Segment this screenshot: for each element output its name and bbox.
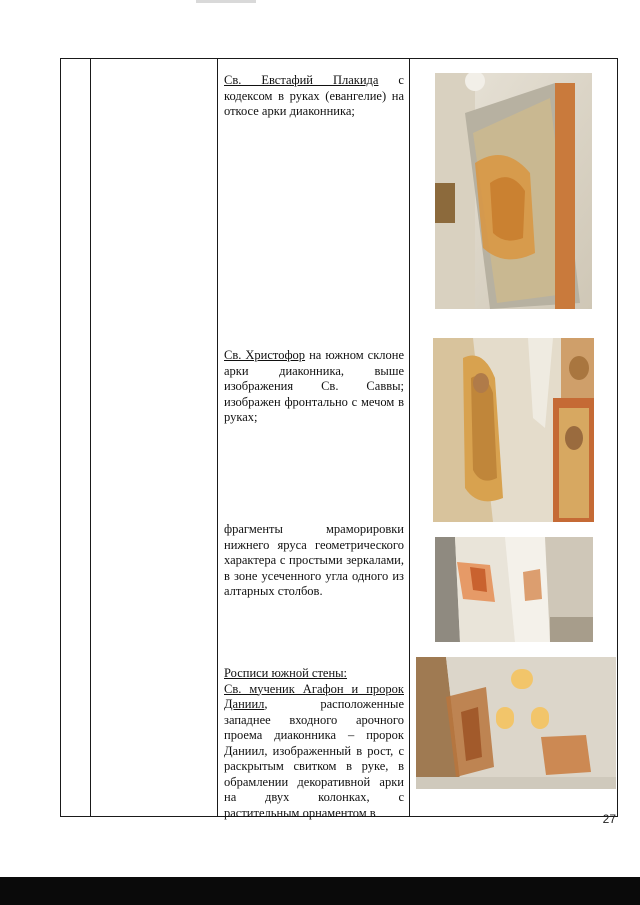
- page-number: 27: [602, 812, 616, 826]
- row-4-title: Св. мученик Агафон и пророк Даниил: [224, 681, 404, 711]
- row-3-text: фрагменты мраморировки нижнего яруса геометрического характера с простыми зеркалами, в зоне усеченного угла одного из алтарных столбов.: [224, 522, 404, 598]
- row-2-description: [224, 348, 404, 426]
- row-2-text: на южном склоне арки диаконника, выше изображения Св. Саввы; изображен фронтально с мечом в руках;: [224, 348, 405, 424]
- scan-border: [0, 877, 640, 905]
- row-4-heading: Росписи южной стены:: [224, 666, 348, 680]
- fresco-photo-icon: [435, 73, 592, 309]
- marble-fragment-photo-icon: [435, 537, 593, 642]
- row-4-text: , расположенные западнее входного арочного проема диаконника – пророк Даниил, изображенный в рост, с раскрытым свитком в руке, в обрамлении декоративной арки на двух колонках, с растительным орнаментом в: [224, 697, 404, 820]
- row-3-description: [224, 522, 404, 600]
- south-wall-photo-icon: [416, 657, 616, 789]
- fresco-photo-icon: [433, 338, 594, 522]
- row-1-title: Св. Евстафий Плакида: [224, 73, 379, 87]
- row-1-text: с кодексом в руках (евангелие) на откосе арки диаконника;: [224, 73, 404, 118]
- scan-artifact: [196, 0, 256, 3]
- row-2-title: Св. Христофор: [224, 348, 306, 362]
- row-4-description: [224, 666, 404, 821]
- row-1-description: [224, 73, 404, 120]
